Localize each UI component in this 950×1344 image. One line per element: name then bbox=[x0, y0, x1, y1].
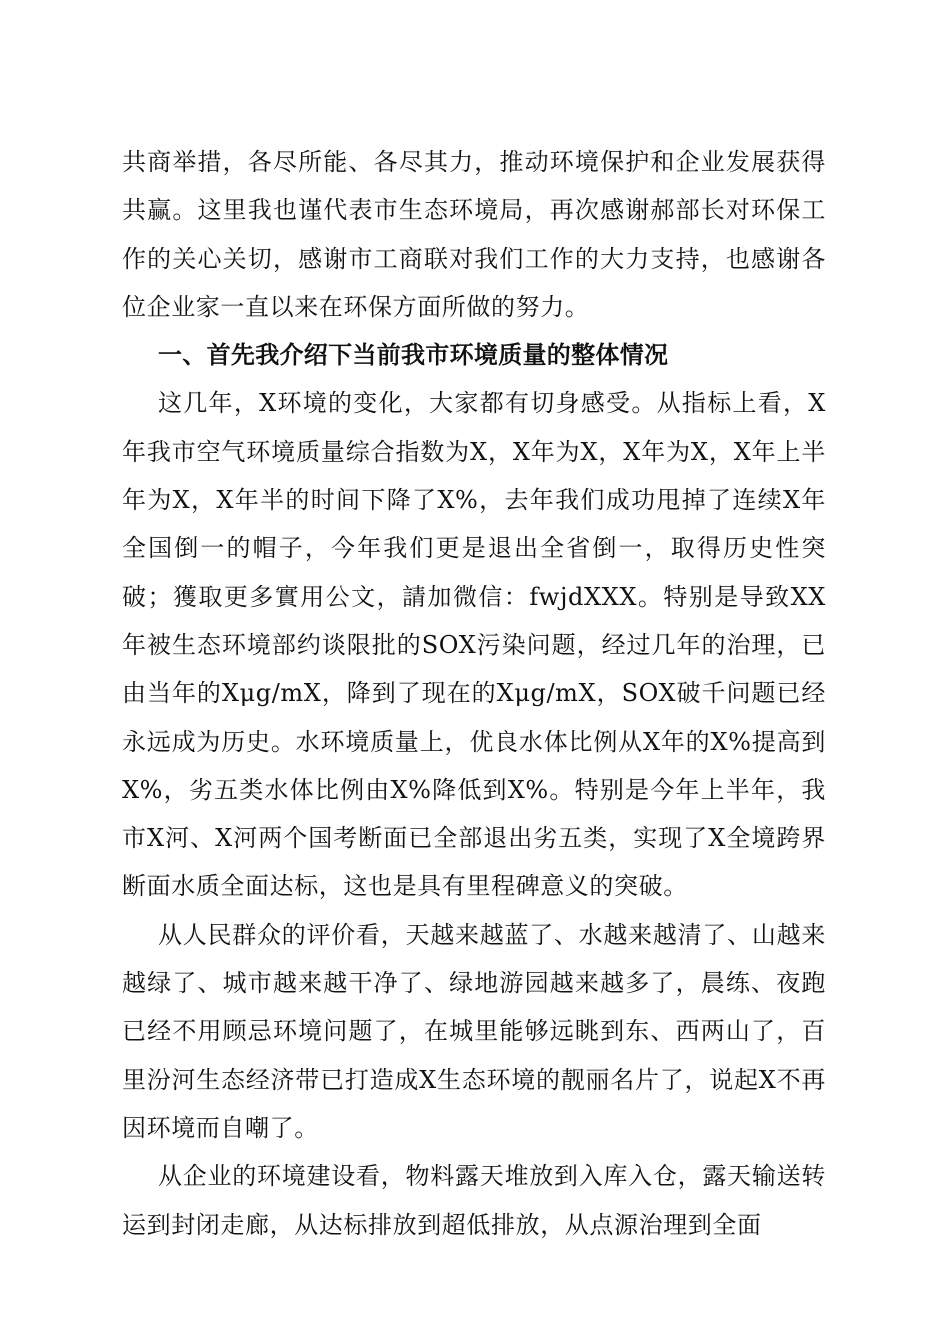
paragraph-air-water-quality: 这几年，X环境的变化，大家都有切身感受。从指标上看，X年我市空气环境质量综合指数为X，X年为X，X年为X，X年上半年为X，X年半的时间下降了X%，去年我们成功甩掉了连续X年全国倒一的帽子，今年我们更是退出全省倒一，取得历史性突破；獲取更多實用公文，請加微信：fwjdXXX。特别是导致XX年被生态环境部约谈限批的SOX污染问题，经过几年的治理，已由当年的Xμg/mX，降到了现在的Xμg/mX，SOX破千问题已经永远成为历史。水环境质量上，优良水体比例从X年的X%提高到X%，劣五类水体比例由X%降低到X%。特别是今年上半年，我市X河、X河两个国考断面已全部退出劣五类，实现了X全境跨界断面水质全面达标，这也是具有里程碑意义的突破。 bbox=[122, 389, 826, 901]
section-heading: 一、首先我介绍下当前我市环境质量的整体情况 bbox=[158, 341, 669, 370]
paragraph-continued: 共商举措，各尽所能、各尽其力，推动环境保护和企业发展获得共赢。这里我也谨代表市生态环境局，再次感谢郝部长对环保工作的关心关切，感谢市工商联对我们工作的大力支持，也感谢各位企业家一直以来在环保方面所做的努力。 bbox=[122, 148, 826, 321]
document-body bbox=[122, 138, 826, 1249]
paragraph-public-evaluation: 从人民群众的评价看，天越来越蓝了、水越来越清了、山越来越绿了、城市越来越干净了、绿地游园越来越多了，晨练、夜跑已经不用顾忌环境问题了，在城里能够远眺到东、西两山了，百里汾河生态经济带已打造成X生态环境的靓丽名片了，说起X不再因环境而自嘲了。 bbox=[122, 920, 826, 1142]
paragraph-enterprise-construction: 从企业的环境建设看，物料露天堆放到入库入仓，露天输送转运到封闭走廊，从达标排放到超低排放，从点源治理到全面 bbox=[122, 1162, 826, 1239]
